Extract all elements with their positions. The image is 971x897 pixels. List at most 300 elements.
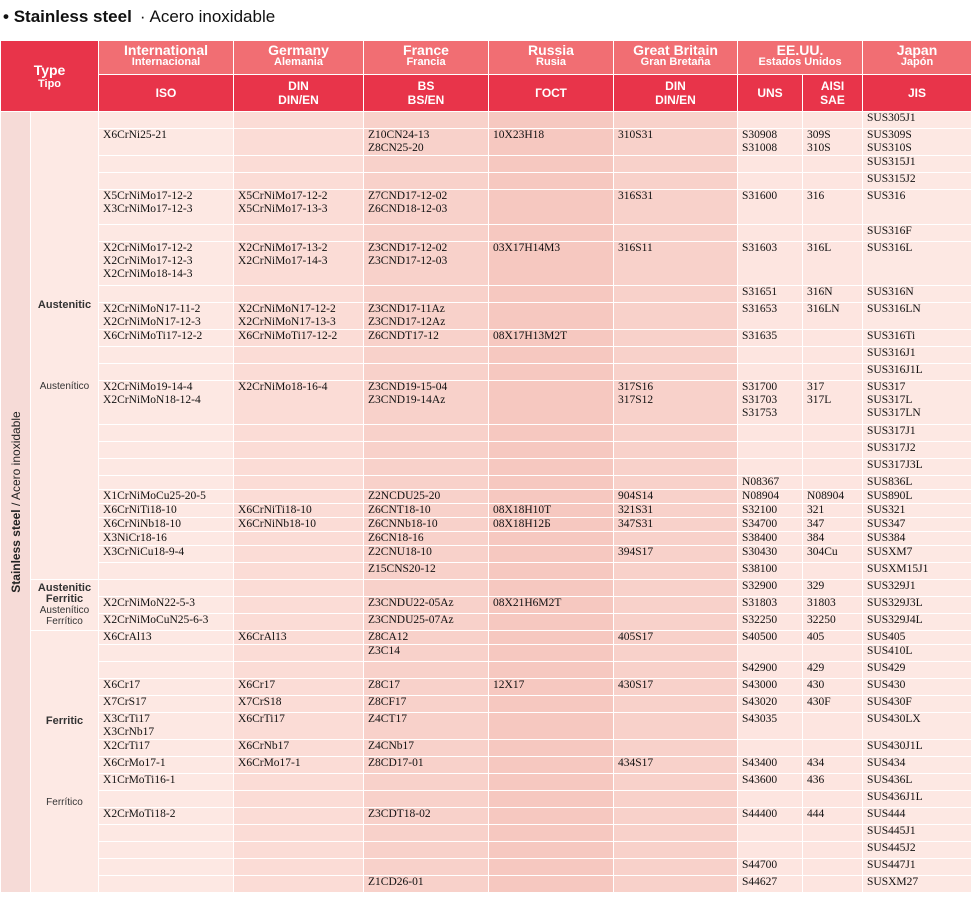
grade-cell: S31700 S31703 S31753 xyxy=(738,381,803,425)
standard-din: DIN DIN/EN xyxy=(234,75,364,112)
grade-cell xyxy=(234,563,364,580)
grade-cell xyxy=(99,156,234,173)
grade-cell: 321 xyxy=(803,504,863,518)
grade-cell: SUS329J4L xyxy=(863,614,971,631)
table-row xyxy=(1,645,971,662)
grade-cell xyxy=(99,580,234,597)
grade-cell: SUS321 xyxy=(863,504,971,518)
grade-cell xyxy=(614,442,738,459)
grade-cell xyxy=(99,347,234,364)
grade-cell xyxy=(234,347,364,364)
table-row xyxy=(1,225,971,242)
table-row xyxy=(1,791,971,808)
country-name-es: Internacional xyxy=(131,56,201,68)
grade-cell xyxy=(489,563,614,580)
grade-cell: 316S31 xyxy=(614,190,738,225)
grade-cell xyxy=(99,112,234,129)
grade-cell: 304Cu xyxy=(803,546,863,563)
grade-cell: X2CrNiMo19-14-4 X2CrNiMoN18-12-4 xyxy=(99,381,234,425)
grade-cell: N08367 xyxy=(738,476,803,490)
country-name: Japan xyxy=(896,42,938,58)
grade-cell: Z15CNS20-12 xyxy=(364,563,489,580)
side-label xyxy=(1,112,31,893)
grade-cell xyxy=(234,173,364,190)
table-row xyxy=(1,476,971,490)
grade-cell: Z6CNT18-10 xyxy=(364,504,489,518)
grade-cell: SUS445J1 xyxy=(863,825,971,842)
grade-cell: SUS315J2 xyxy=(863,173,971,190)
grade-cell: S32250 xyxy=(738,614,803,631)
grade-cell: SUS430LX xyxy=(863,713,971,740)
table-row xyxy=(1,190,971,225)
grade-cell: SUS347 xyxy=(863,518,971,532)
grade-cell xyxy=(738,459,803,476)
group-ferritic xyxy=(31,631,99,893)
standard-jis: JIS xyxy=(863,75,971,112)
grade-cell: 316L xyxy=(803,242,863,286)
equivalence-table xyxy=(0,40,971,893)
grade-cell: X6Cr17 xyxy=(99,679,234,696)
country-name-es: Francia xyxy=(406,56,446,68)
grade-cell xyxy=(99,225,234,242)
grade-cell: X6CrNiNb18-10 xyxy=(234,518,364,532)
grade-cell xyxy=(234,546,364,563)
grade-cell xyxy=(803,740,863,757)
table-row xyxy=(1,112,971,129)
grade-cell: 436 xyxy=(803,774,863,791)
table-row xyxy=(1,631,971,645)
grade-cell: Z2CNU18-10 xyxy=(364,546,489,563)
table-row xyxy=(1,532,971,546)
grade-cell: S31600 xyxy=(738,190,803,225)
grade-cell: S31603 xyxy=(738,242,803,286)
grade-cell: 384 xyxy=(803,532,863,546)
grade-cell: SUSXM15J1 xyxy=(863,563,971,580)
grade-cell: Z3CND17-11Az Z3CND17-12Az xyxy=(364,303,489,330)
grade-cell: X6CrAl13 xyxy=(99,631,234,645)
grade-cell: 31803 xyxy=(803,597,863,614)
grade-cell: X1CrNiMoCu25-20-5 xyxy=(99,490,234,504)
grade-cell: X2CrNiMoN17-11-2 X2CrNiMoN17-12-3 xyxy=(99,303,234,330)
grade-cell xyxy=(99,286,234,303)
grade-cell xyxy=(614,791,738,808)
grade-cell xyxy=(489,442,614,459)
grade-cell: X2CrNiMoN17-12-2 X2CrNiMoN17-13-3 xyxy=(234,303,364,330)
grade-cell xyxy=(99,425,234,442)
table-row xyxy=(1,490,971,504)
grade-cell: SUS316Ti xyxy=(863,330,971,347)
grade-cell: SUS436L xyxy=(863,774,971,791)
table-row xyxy=(1,381,971,425)
grade-cell xyxy=(489,303,614,330)
standard-uns: UNS xyxy=(738,75,803,112)
grade-cell xyxy=(738,173,803,190)
grade-cell xyxy=(803,225,863,242)
grade-cell: X6CrNiMoTi17-12-2 xyxy=(99,330,234,347)
grade-cell: S42900 xyxy=(738,662,803,679)
country-name: Great Britain xyxy=(633,42,718,58)
grade-cell: SUS309S SUS310S xyxy=(863,129,971,156)
grade-cell xyxy=(738,425,803,442)
grade-cell xyxy=(614,645,738,662)
grade-cell xyxy=(489,425,614,442)
grade-cell xyxy=(99,645,234,662)
table-row xyxy=(1,156,971,173)
grade-cell xyxy=(364,580,489,597)
grade-cell xyxy=(614,597,738,614)
grade-cell xyxy=(489,580,614,597)
country-name-es: Japón xyxy=(900,56,934,68)
grade-cell xyxy=(99,442,234,459)
grade-cell xyxy=(234,842,364,859)
grade-cell: S31803 xyxy=(738,597,803,614)
grade-cell: S40500 xyxy=(738,631,803,645)
grade-cell: SUS429 xyxy=(863,662,971,679)
grade-cell: Z4CNb17 xyxy=(364,740,489,757)
grade-cell xyxy=(738,112,803,129)
grade-cell: SUS890L xyxy=(863,490,971,504)
grade-cell: 329 xyxy=(803,580,863,597)
grade-cell: 317 317L xyxy=(803,381,863,425)
table-row xyxy=(1,842,971,859)
group-label: Austenitic xyxy=(37,298,92,311)
side-label-sep: / xyxy=(8,500,23,510)
grade-cell xyxy=(803,563,863,580)
table-row xyxy=(1,563,971,580)
table-row xyxy=(1,504,971,518)
grade-cell xyxy=(234,225,364,242)
grade-cell xyxy=(803,112,863,129)
grade-cell xyxy=(614,614,738,631)
table-row xyxy=(1,129,971,156)
grade-cell xyxy=(614,303,738,330)
country-name-es: Rusia xyxy=(536,56,566,68)
grade-cell xyxy=(234,859,364,876)
grade-cell xyxy=(803,859,863,876)
grade-cell xyxy=(614,156,738,173)
grade-cell xyxy=(614,173,738,190)
grade-cell: SUSXM27 xyxy=(863,876,971,893)
grade-cell xyxy=(234,662,364,679)
table-row xyxy=(1,173,971,190)
grade-cell: X3NiCr18-16 xyxy=(99,532,234,546)
grade-cell: X6CrNiTi18-10 xyxy=(234,504,364,518)
table-row xyxy=(1,518,971,532)
grade-cell xyxy=(364,286,489,303)
grade-cell: S44400 xyxy=(738,808,803,825)
table-row xyxy=(1,774,971,791)
grade-cell xyxy=(803,825,863,842)
grade-cell: 347 xyxy=(803,518,863,532)
grade-cell xyxy=(738,347,803,364)
grade-cell xyxy=(489,825,614,842)
table-row xyxy=(1,808,971,825)
grade-cell: S30908 S31008 xyxy=(738,129,803,156)
grade-cell: SUS316 xyxy=(863,190,971,225)
grade-cell xyxy=(364,156,489,173)
grade-cell xyxy=(99,825,234,842)
grade-cell xyxy=(99,876,234,893)
grade-cell: 12X17 xyxy=(489,679,614,696)
grade-cell: Z3CDT18-02 xyxy=(364,808,489,825)
grade-cell: 310S31 xyxy=(614,129,738,156)
type-header xyxy=(1,41,99,112)
grade-cell xyxy=(364,364,489,381)
grade-cell xyxy=(803,442,863,459)
grade-cell xyxy=(738,842,803,859)
grade-cell xyxy=(614,808,738,825)
grade-cell: S44700 xyxy=(738,859,803,876)
grade-cell: SUS445J2 xyxy=(863,842,971,859)
grade-cell: Z10CN24-13 Z8CN25-20 xyxy=(364,129,489,156)
table-row xyxy=(1,757,971,774)
grade-cell: SUS316F xyxy=(863,225,971,242)
grade-cell xyxy=(364,825,489,842)
grade-cell: S31653 xyxy=(738,303,803,330)
table-row xyxy=(1,546,971,563)
grade-cell: 316N xyxy=(803,286,863,303)
grade-cell: X6CrNiNb18-10 xyxy=(99,518,234,532)
grade-cell: S31635 xyxy=(738,330,803,347)
grade-cell xyxy=(489,459,614,476)
grade-cell xyxy=(489,173,614,190)
grade-cell xyxy=(614,364,738,381)
grade-cell: Z3CND17-12-02 Z3CND17-12-03 xyxy=(364,242,489,286)
group-austenitic xyxy=(31,112,99,580)
title-bullet: • xyxy=(3,7,9,26)
grade-cell xyxy=(234,476,364,490)
grade-cell: X3CrTi17 X3CrNb17 xyxy=(99,713,234,740)
grade-cell: Z1CD26-01 xyxy=(364,876,489,893)
grade-cell xyxy=(614,112,738,129)
grade-cell xyxy=(489,225,614,242)
group-label: Ferritic xyxy=(45,714,84,727)
grade-cell xyxy=(364,791,489,808)
country-header-great-britain xyxy=(614,41,738,75)
grade-cell xyxy=(489,347,614,364)
grade-cell xyxy=(803,713,863,740)
grade-cell: S43600 xyxy=(738,774,803,791)
grade-cell xyxy=(234,459,364,476)
grade-cell xyxy=(489,381,614,425)
grade-cell xyxy=(489,476,614,490)
grade-cell xyxy=(99,791,234,808)
grade-cell: SUS329J3L xyxy=(863,597,971,614)
grade-cell xyxy=(614,859,738,876)
grade-cell xyxy=(234,580,364,597)
grade-cell xyxy=(489,876,614,893)
grade-cell xyxy=(489,546,614,563)
grade-cell xyxy=(614,425,738,442)
grade-cell xyxy=(234,442,364,459)
grade-cell xyxy=(614,696,738,713)
grade-cell: 316LN xyxy=(803,303,863,330)
grade-cell: X6CrMo17-1 xyxy=(99,757,234,774)
grade-cell xyxy=(99,173,234,190)
table-row xyxy=(1,679,971,696)
grade-cell xyxy=(614,532,738,546)
grade-cell xyxy=(614,662,738,679)
grade-cell xyxy=(234,490,364,504)
grade-cell: 317S16 317S12 xyxy=(614,381,738,425)
grade-cell xyxy=(738,791,803,808)
country-header-international xyxy=(99,41,234,75)
grade-cell xyxy=(234,156,364,173)
grade-cell xyxy=(803,842,863,859)
grade-cell: SUS329J1 xyxy=(863,580,971,597)
grade-cell: Z8CD17-01 xyxy=(364,757,489,774)
grade-cell xyxy=(489,156,614,173)
grade-cell xyxy=(803,330,863,347)
grade-cell: S38400 xyxy=(738,532,803,546)
title-separator: · xyxy=(139,7,146,26)
grade-cell: X2CrTi17 xyxy=(99,740,234,757)
grade-cell xyxy=(234,808,364,825)
grade-cell xyxy=(738,364,803,381)
table-body xyxy=(1,112,971,893)
grade-cell xyxy=(614,476,738,490)
grade-cell xyxy=(489,662,614,679)
grade-cell: SUS430F xyxy=(863,696,971,713)
grade-cell xyxy=(803,425,863,442)
grade-cell: S44627 xyxy=(738,876,803,893)
grade-cell xyxy=(364,112,489,129)
grade-cell: X6Cr17 xyxy=(234,679,364,696)
grade-cell: 347S31 xyxy=(614,518,738,532)
grade-cell: 309S 310S xyxy=(803,129,863,156)
grade-cell: 430S17 xyxy=(614,679,738,696)
grade-cell xyxy=(489,740,614,757)
grade-cell: Z6CNDT17-12 xyxy=(364,330,489,347)
grade-cell: SUS384 xyxy=(863,532,971,546)
grade-cell: SUS316L xyxy=(863,242,971,286)
grade-cell: SUS410L xyxy=(863,645,971,662)
grade-cell xyxy=(234,129,364,156)
grade-cell: 430F xyxy=(803,696,863,713)
grade-cell: X2CrNiMo17-13-2 X2CrNiMo17-14-3 xyxy=(234,242,364,286)
grade-cell: 904S14 xyxy=(614,490,738,504)
grade-cell xyxy=(803,347,863,364)
grade-cell: 434S17 xyxy=(614,757,738,774)
grade-cell: Z2NCDU25-20 xyxy=(364,490,489,504)
grade-cell xyxy=(234,876,364,893)
grade-cell xyxy=(614,842,738,859)
grade-cell: X2CrMoTi18-2 xyxy=(99,808,234,825)
grade-cell: X5CrNiMo17-12-2 X3CrNiMo17-12-3 xyxy=(99,190,234,225)
grade-cell xyxy=(614,225,738,242)
grade-cell: 08X18H10T xyxy=(489,504,614,518)
grade-cell xyxy=(489,490,614,504)
grade-cell xyxy=(614,825,738,842)
grade-cell: X2CrNiMoCuN25-6-3 xyxy=(99,614,234,631)
grade-cell: Z3CND19-15-04 Z3CND19-14Az xyxy=(364,381,489,425)
country-header-japan xyxy=(863,41,971,75)
side-label-es: Acero inoxidable xyxy=(8,411,23,500)
grade-cell: SUS317J2 xyxy=(863,442,971,459)
grade-cell: X6CrTi17 xyxy=(234,713,364,740)
grade-cell: X6CrNb17 xyxy=(234,740,364,757)
grade-cell: 394S17 xyxy=(614,546,738,563)
country-header-russia xyxy=(489,41,614,75)
grade-cell xyxy=(364,476,489,490)
grade-cell xyxy=(99,662,234,679)
table-row xyxy=(1,459,971,476)
grade-cell xyxy=(614,876,738,893)
grade-cell: S34700 xyxy=(738,518,803,532)
table-row xyxy=(1,425,971,442)
standard-iso: ISO xyxy=(99,75,234,112)
table-row xyxy=(1,580,971,597)
grade-cell xyxy=(803,476,863,490)
grade-cell xyxy=(234,425,364,442)
grade-cell xyxy=(803,645,863,662)
grade-cell xyxy=(614,563,738,580)
grade-cell: S43035 xyxy=(738,713,803,740)
grade-cell: X5CrNiMo17-12-2 X5CrNiMo17-13-3 xyxy=(234,190,364,225)
grade-cell: X6CrAl13 xyxy=(234,631,364,645)
grade-cell: 316S11 xyxy=(614,242,738,286)
grade-cell: Z8CA12 xyxy=(364,631,489,645)
grade-cell: S30430 xyxy=(738,546,803,563)
grade-cell xyxy=(489,614,614,631)
grade-cell xyxy=(234,791,364,808)
grade-cell xyxy=(738,225,803,242)
grade-cell xyxy=(614,330,738,347)
grade-cell xyxy=(614,580,738,597)
grade-cell xyxy=(234,364,364,381)
table-row xyxy=(1,597,971,614)
grade-cell: SUS436J1L xyxy=(863,791,971,808)
grade-cell: Z8CF17 xyxy=(364,696,489,713)
grade-cell: SUS317J1 xyxy=(863,425,971,442)
grade-cell xyxy=(803,791,863,808)
grade-cell: Z3CNDU22-05Az xyxy=(364,597,489,614)
grade-cell xyxy=(99,842,234,859)
grade-cell: X6CrNiTi18-10 xyxy=(99,504,234,518)
grade-cell: X2CrNiMoN22-5-3 xyxy=(99,597,234,614)
grade-cell: S43020 xyxy=(738,696,803,713)
grade-cell xyxy=(234,112,364,129)
grade-cell: SUSXM7 xyxy=(863,546,971,563)
country-name: France xyxy=(403,42,449,58)
grade-cell: X6CrNiMoTi17-12-2 xyxy=(234,330,364,347)
grade-cell xyxy=(738,645,803,662)
grade-cell xyxy=(489,112,614,129)
grade-cell xyxy=(614,774,738,791)
grade-cell xyxy=(364,842,489,859)
grade-cell xyxy=(489,713,614,740)
grade-cell xyxy=(234,614,364,631)
table-row xyxy=(1,286,971,303)
country-name: Germany xyxy=(268,42,329,58)
grade-cell xyxy=(803,459,863,476)
grade-cell: SUS444 xyxy=(863,808,971,825)
grade-cell: SUS434 xyxy=(863,757,971,774)
table-row xyxy=(1,876,971,893)
grade-cell xyxy=(803,876,863,893)
grade-cell xyxy=(364,774,489,791)
grade-cell: S32100 xyxy=(738,504,803,518)
group-label-es: Ferrítico xyxy=(46,796,83,808)
grade-cell xyxy=(364,225,489,242)
grade-cell xyxy=(234,597,364,614)
grade-cell xyxy=(803,364,863,381)
grade-cell: 321S31 xyxy=(614,504,738,518)
grade-cell xyxy=(489,631,614,645)
grade-cell xyxy=(99,476,234,490)
group-label: Austenitic Ferritic xyxy=(37,582,92,605)
grade-cell xyxy=(234,532,364,546)
